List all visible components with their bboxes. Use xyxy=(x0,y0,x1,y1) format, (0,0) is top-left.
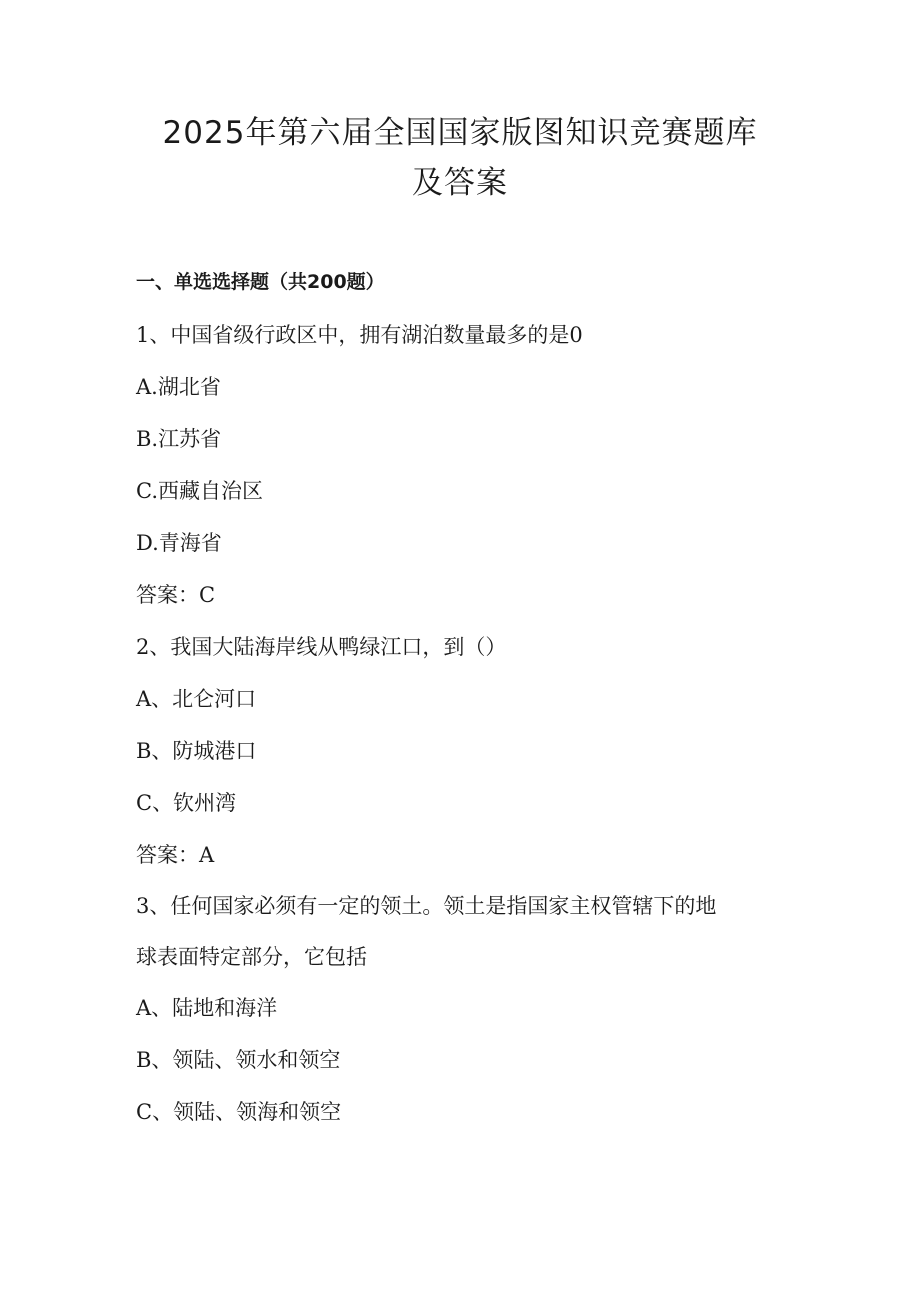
question-2-option-b: B、防城港口 xyxy=(136,739,257,763)
question-1-answer: 答案：C xyxy=(136,583,216,607)
document-title-line-2: 及答案 xyxy=(412,165,508,201)
question-1-option-c: C.西藏自治区 xyxy=(136,479,263,503)
question-3-stem-line-1: 3、任何国家必须有一定的领土。领土是指国家主权管辖下的地 xyxy=(136,894,717,918)
question-3-option-c: C、领陆、领海和领空 xyxy=(136,1100,342,1124)
question-1-option-d: D.青海省 xyxy=(136,531,222,555)
question-2-answer: 答案：A xyxy=(136,843,215,867)
section-heading: 一、单选选择题（共200题） xyxy=(136,271,385,293)
question-1-stem: 1、中国省级行政区中，拥有湖泊数量最多的是0 xyxy=(136,323,583,347)
question-3-option-a: A、陆地和海洋 xyxy=(136,996,278,1020)
question-2-stem: 2、我国大陆海岸线从鸭绿江口，到（） xyxy=(136,635,507,659)
question-3-option-b: B、领陆、领水和领空 xyxy=(136,1048,341,1072)
question-1-option-b: B.江苏省 xyxy=(136,427,222,451)
question-2-option-a: A、北仑河口 xyxy=(136,687,257,711)
question-2-option-c: C、钦州湾 xyxy=(136,791,237,815)
question-3-stem-line-2: 球表面特定部分，它包括 xyxy=(136,945,367,969)
question-1-option-a: A.湖北省 xyxy=(136,375,221,399)
document-title-line-1: 2025年第六届全国国家版图知识竞赛题库 xyxy=(162,115,758,151)
